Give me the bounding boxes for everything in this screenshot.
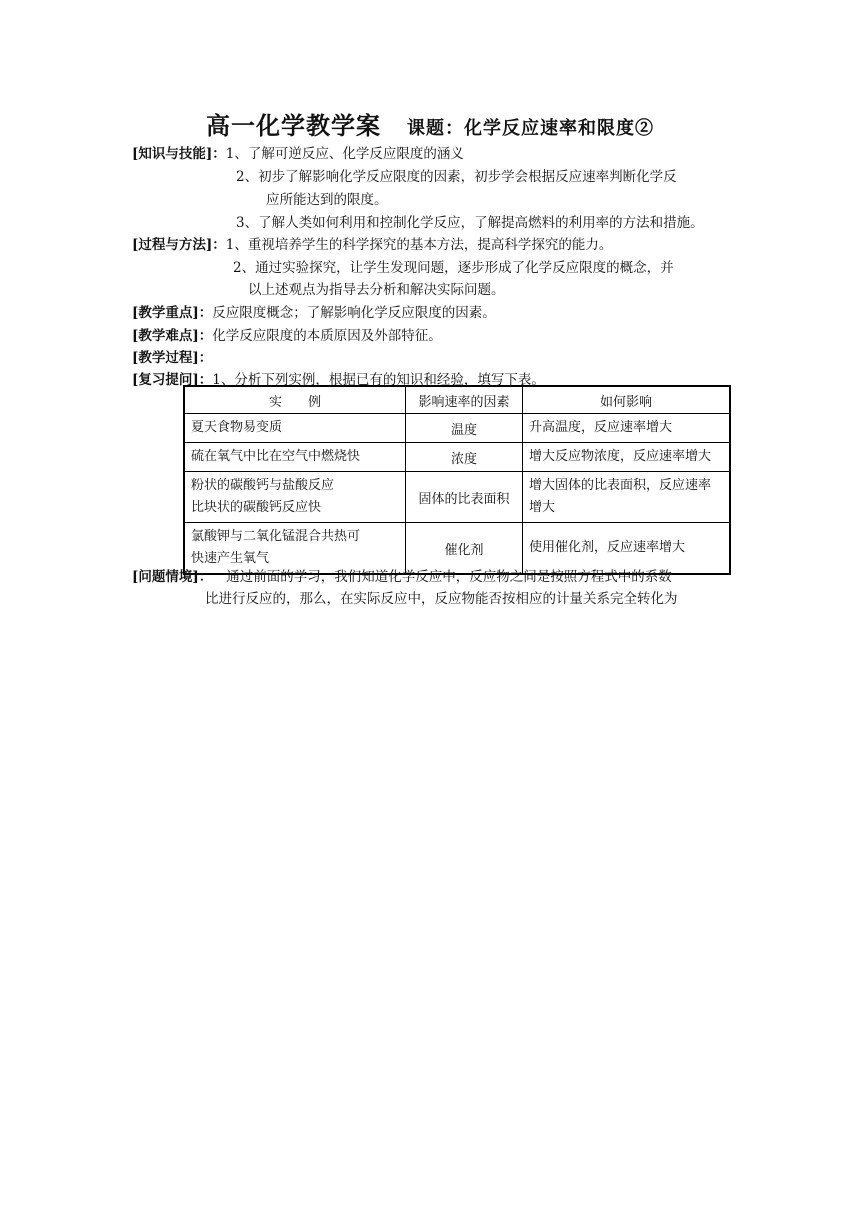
process-item: 2、通过实验探究，让学生发现问题，逐步形成了化学反应限度的概念，并	[233, 260, 674, 276]
process-item: 以上述观点为指导去分析和解决实际问题。	[248, 282, 505, 298]
key-points	[132, 301, 496, 321]
key-points-tag: [教学重点]：	[132, 305, 213, 321]
cell-example-line: 氯酸钾与二氧化锰混合共热可	[191, 529, 361, 544]
knowledge-item: 2、初步了解影响化学反应限度的因素，初步学会根据反应速率判断化学反	[236, 169, 677, 185]
knowledge-line-1	[132, 142, 464, 162]
problem-line-1	[132, 565, 672, 585]
cell-example: 夏天食物易变质	[184, 414, 406, 443]
cell-factor: 温度	[406, 414, 523, 443]
cell-effect-line: 增大	[529, 500, 556, 515]
knowledge-item: 应所能达到的限度。	[266, 192, 388, 208]
problem-text: 通过前面的学习，我们知道化学反应中，反应物之间是按照方程式中的系数	[226, 569, 672, 585]
cell-example-line: 比块状的碳酸钙反应快	[191, 500, 322, 515]
problem-text: 比进行反应的，那么，在实际反应中，反应物能否按相应的计量关系完全转化为	[205, 591, 678, 607]
difficulties	[132, 324, 442, 344]
knowledge-tag: [知识与技能]：	[132, 146, 226, 162]
difficulties-tag: [教学难点]：	[132, 328, 213, 344]
difficulties-text: 化学反应限度的本质原因及外部特征。	[212, 328, 442, 344]
teaching-process	[132, 346, 212, 366]
cell-example-line: 快速产生氧气	[191, 551, 270, 566]
page-title	[0, 106, 860, 141]
table-row	[184, 443, 730, 472]
table-row	[184, 414, 730, 443]
header-example: 实 例	[184, 386, 406, 414]
process-tag: [过程与方法]：	[132, 237, 226, 253]
table-header-row	[184, 386, 730, 414]
knowledge-item: 3、了解人类如何利用和控制化学反应，了解提高燃料的利用率的方法和措施。	[236, 215, 704, 231]
cell-effect-line: 增大固体的比表面积，反应速率	[529, 478, 712, 493]
cell-effect: 升高温度，反应速率增大	[523, 414, 731, 443]
review-text: 1、分析下列实例，根据已有的知识和经验，填写下表。	[212, 372, 545, 388]
knowledge-item: 1、了解可逆反应、化学反应限度的涵义	[225, 146, 464, 162]
problem-tag: [问题情境]：	[132, 569, 213, 585]
table-row	[184, 472, 730, 523]
key-points-text: 反应限度概念；了解影响化学反应限度的因素。	[212, 305, 496, 321]
cell-effect	[523, 472, 731, 523]
review-table	[183, 385, 731, 575]
lesson-title: 课题：化学反应速率和限度②	[407, 118, 654, 139]
process-line-1	[132, 233, 612, 253]
teaching-process-tag: [教学过程]：	[132, 350, 213, 366]
cell-effect: 增大反应物浓度，反应速率增大	[523, 443, 731, 472]
cell-example: 硫在氧气中比在空气中燃烧快	[184, 443, 406, 472]
cell-factor: 浓度	[406, 443, 523, 472]
cell-effect: 使用催化剂，反应速率增大	[523, 523, 731, 575]
header-effect: 如何影响	[523, 386, 731, 414]
cell-example	[184, 472, 406, 523]
cell-factor: 催化剂	[406, 523, 523, 575]
process-item: 1、重视培养学生的科学探究的基本方法，提高科学探究的能力。	[225, 237, 613, 253]
subject-title: 高一化学教学案	[206, 111, 381, 140]
cell-factor: 固体的比表面积	[406, 472, 523, 523]
review-tag: [复习提问]：	[132, 372, 213, 388]
header-factor: 影响速率的因素	[406, 386, 523, 414]
cell-example-line: 粉状的碳酸钙与盐酸反应	[191, 478, 335, 493]
